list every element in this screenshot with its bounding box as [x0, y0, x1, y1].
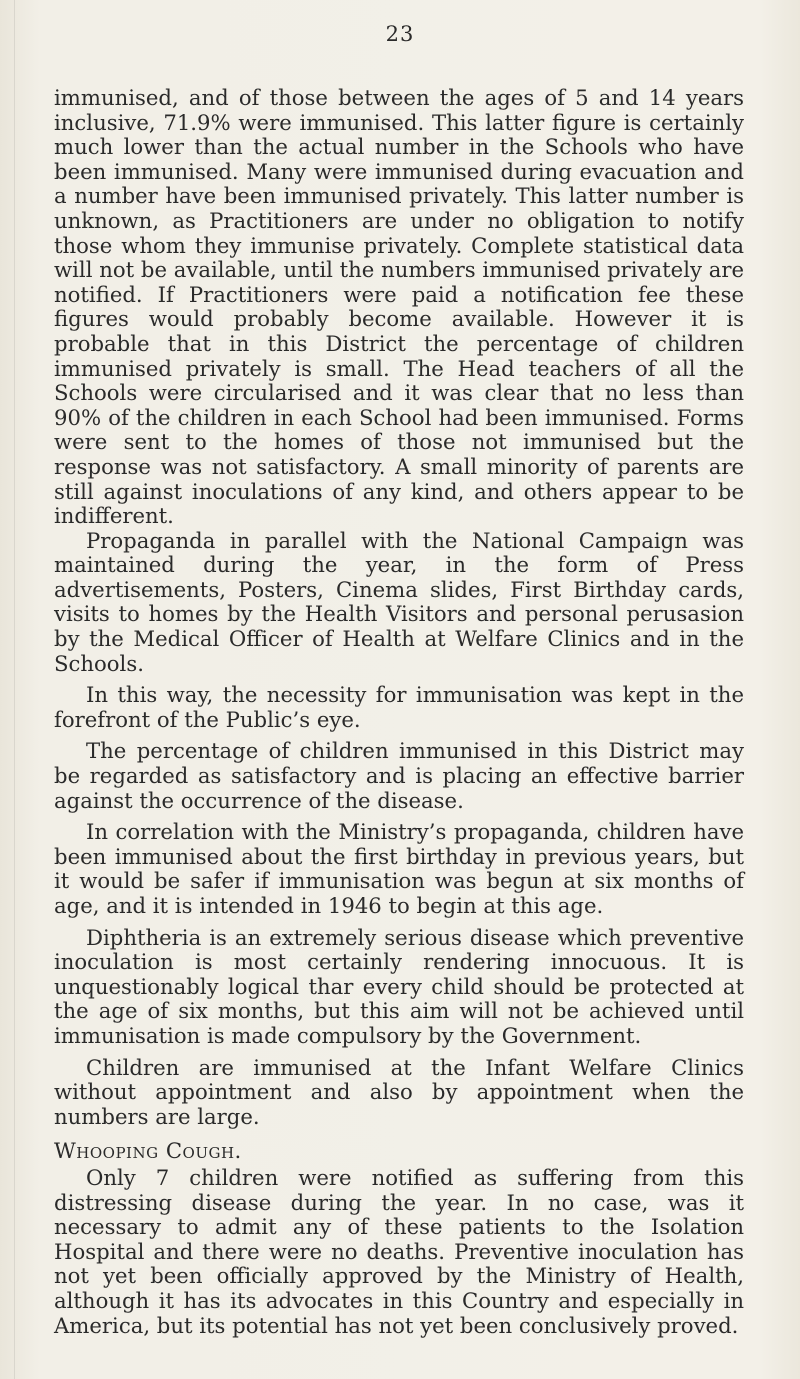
page-edge-shadow — [14, 0, 15, 1379]
paragraph-ministry-correlation: In correlation with the Ministry’s propaganda, children have been immunised about the first birthday in previous years, but it would be safer if immunisation was begun at six months of age, and it is intended in 1946 to begin at this age. — [54, 819, 744, 918]
paragraph-clinics: Children are immunised at the Infant Welfare Clinics without appointment and also by appointment when the numbers are large. — [54, 1054, 744, 1129]
section-heading-whooping-cough: Whooping Cough. — [54, 1138, 242, 1164]
paragraph-percentage: The percentage of children immunised in this District may be regarded as satisfactory and is placing an effective barrier against the occurrence of the disease. — [54, 738, 744, 813]
page-number: 23 — [385, 22, 415, 46]
paragraph-whooping-cough: Only 7 children were notified as suffering from this distressing disease during the year. In no case, was it necessary to admit any of these patients to the Isolation Hospital and there were no deaths. Preventive inoculation has not yet been officially approved by the Ministry of Health, although it has its advocates in this Country and especially in America, but its potential has not yet been conclusively proved. — [54, 1164, 744, 1338]
paragraph-diphtheria: Diphtheria is an extremely serious disease which preventive inoculation is most certainly rendering innocuous. It is unquestionably logical thar every child should be protected at the age of six months, but this aim will not be achieved until immunisation is made compulsory by the Government. — [54, 924, 744, 1048]
paragraph-immunisation-figures: immunised, and of those between the ages of 5 and 14 years inclusive, 71.9% were immunised. This latter figure is certainly much lower than the actual number in the Schools who have been immunised. Many were immunised during evacuation and a number have been immunised privately. This latter number is unknown, as Practitioners are under no obligation to notify those whom they immunise privately. Complete statistical data will not be available, until the numbers immunised privately are notified. If Practitioners were paid a notification fee these figures would probably become available. However it is probable that in this District the percentage of children immunised privately is small. The Head teachers of all the Schools were circularised and it was clear that no less than 90% of the children in each School had been immunised. Forms were sent to the homes of those not immunised but the response was not satisfactory. A small minority of parents are still against inoculations of any kind, and others appear to be indifferent. — [54, 85, 744, 529]
body-text — [54, 86, 744, 1338]
paragraph-public-eye: In this way, the necessity for immunisation was kept in the forefront of the Public’s eye. — [54, 682, 744, 732]
paragraph-propaganda: Propaganda in parallel with the National Campaign was maintained during the year, in the form of Press advertisements, Posters, Cinema slides, First Birthday cards, visits to homes by the Health Visitors and personal perusasion by the Medical Officer of Health at Welfare Clinics and in the Schools. — [54, 527, 744, 676]
